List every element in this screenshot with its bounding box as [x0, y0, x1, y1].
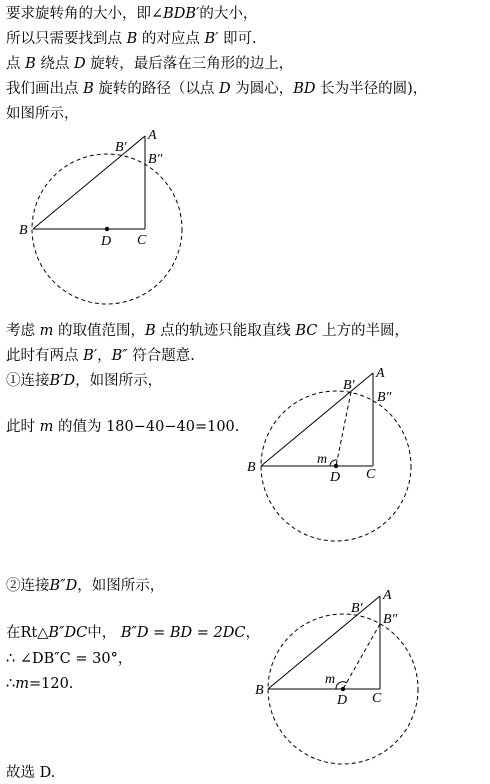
variable-m: m — [15, 676, 29, 692]
consider-text: ， — [97, 348, 112, 364]
label-b-double-prime: B″ — [148, 152, 163, 167]
intro-text: 点 — [6, 56, 21, 72]
segment-bd: BD — [293, 81, 316, 97]
point-b: B — [126, 31, 138, 47]
point-b: B — [25, 56, 36, 72]
label-a: A — [148, 128, 157, 143]
label-a: A — [383, 588, 392, 603]
point-b: B — [144, 323, 156, 339]
label-c: C — [366, 467, 376, 482]
label-c: C — [137, 233, 147, 248]
intro-text: 如图所示， — [6, 106, 79, 122]
case1-text: 的值为 180−40−40=100. — [57, 419, 240, 435]
triangle-b-double-prime-dc: B″DC — [48, 625, 88, 641]
consider-text: 点的轨迹只能取直线 — [160, 323, 291, 339]
equation: B″D = BD = 2DC — [120, 625, 246, 641]
intro-text: 的对应点 — [141, 31, 200, 47]
consider-line-1 — [6, 322, 409, 340]
consider-text: 的取值范围， — [57, 323, 145, 339]
variable-m: m — [39, 323, 54, 339]
case1-text: ，如图所示， — [75, 373, 163, 389]
consider-line-2 — [6, 347, 195, 365]
segment-ab — [268, 596, 380, 689]
intro-text: 我们画出点 — [6, 81, 79, 97]
label-b-prime: B′ — [115, 140, 127, 155]
label-b-prime: B′ — [351, 601, 363, 616]
intro-line-2 — [6, 30, 257, 48]
figure-1 — [0, 120, 200, 310]
case1-text: 此时 — [6, 419, 35, 435]
case2-title — [6, 577, 164, 595]
case1-value — [6, 418, 239, 436]
point-b-double-prime: B″ — [111, 348, 128, 364]
label-m: m — [325, 672, 336, 687]
case2-text: ，如图所示， — [77, 578, 165, 594]
consider-text: 符合题意. — [132, 348, 195, 364]
point-d-dot — [334, 464, 338, 468]
label-b-double-prime: B″ — [377, 390, 392, 405]
intro-text: 长为半径的圆)， — [320, 81, 428, 97]
case2-text: ②连接 — [6, 578, 50, 594]
case2-line-2 — [6, 650, 132, 668]
case2-text: ∴ — [6, 676, 16, 692]
segment-ab — [33, 136, 145, 229]
intro-text: 的大小， — [199, 6, 258, 22]
point-d: D — [73, 56, 86, 72]
point-b-prime: B′ — [204, 31, 219, 47]
case2-text: =120. — [28, 676, 74, 692]
label-b-prime: B′ — [343, 378, 355, 393]
point-d-dot — [105, 227, 109, 231]
point-b-prime: B′ — [83, 348, 98, 364]
angle-statement: ∴ ∠DB″C = 30°， — [6, 651, 133, 667]
intro-text: 为圆心， — [235, 81, 294, 97]
segment-b-prime-d: B′D — [49, 373, 76, 389]
answer — [6, 764, 55, 782]
intro-line-3 — [6, 55, 293, 73]
case2-text: ， — [245, 625, 260, 641]
point-d-dot — [341, 687, 345, 691]
consider-text: 上方的半圆， — [321, 323, 409, 339]
intro-line-1 — [6, 5, 257, 23]
label-b-double-prime: B″ — [383, 612, 398, 627]
consider-text: 考虑 — [6, 323, 35, 339]
case1-text: ①连接 — [6, 373, 50, 389]
case1-title — [6, 372, 162, 390]
label-d: D — [337, 693, 348, 708]
label-a: A — [376, 366, 385, 381]
case2-text: 在Rt△ — [6, 625, 49, 641]
intro-text: 旋转，最后落在三角形的边上， — [90, 56, 294, 72]
label-b: B — [19, 223, 28, 238]
label-b: B — [255, 683, 264, 698]
label-m: m — [317, 452, 328, 467]
segment-b-double-prime-d: B″D — [49, 578, 78, 594]
variable-m: m — [39, 419, 54, 435]
intro-text: 要求旋转角的大小，即 — [6, 6, 151, 22]
segment-b-double-prime-d — [343, 624, 380, 689]
consider-text: 此时有两点 — [6, 348, 79, 364]
intro-text: 所以只需要找到点 — [6, 31, 122, 47]
intro-line-4 — [6, 80, 427, 98]
case2-text: 中， — [87, 625, 117, 641]
figure-2 — [240, 360, 420, 550]
label-b: B — [247, 460, 256, 475]
intro-text: 绕点 — [40, 56, 70, 72]
segment-b-prime-d — [336, 392, 351, 466]
case2-line-1 — [6, 624, 260, 642]
intro-text: 即可. — [223, 31, 257, 47]
point-d: D — [218, 81, 231, 97]
label-c: C — [372, 691, 382, 706]
figure-3 — [250, 580, 430, 770]
line-bc: BC — [295, 323, 318, 339]
label-d: D — [330, 470, 341, 485]
case2-line-3 — [6, 675, 73, 693]
label-d: D — [101, 234, 112, 249]
intro-text: 旋转的路径（以点 — [98, 81, 215, 97]
point-b: B — [83, 81, 94, 97]
answer-text: 故选 D. — [6, 765, 56, 781]
angle-bdb-prime: ∠BDB′ — [151, 6, 200, 22]
